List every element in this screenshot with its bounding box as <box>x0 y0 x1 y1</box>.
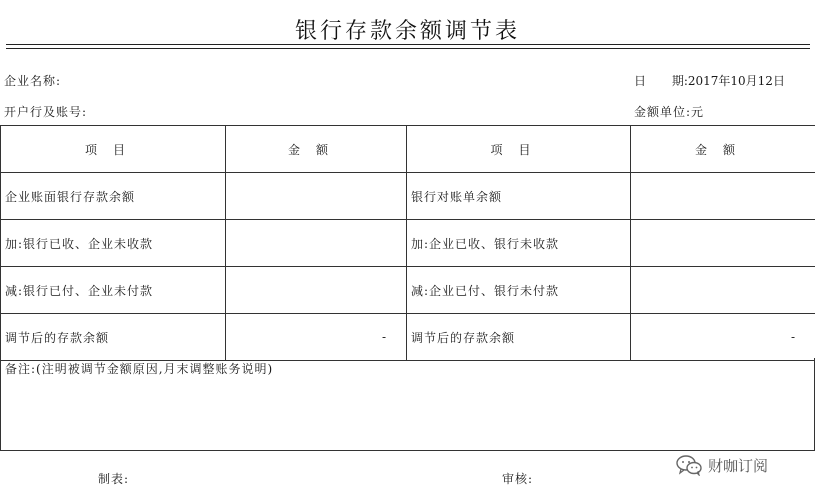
date-value: 2017年10月12日 <box>687 74 785 88</box>
table-row <box>1 314 815 361</box>
row-left-amount[interactable] <box>226 267 407 314</box>
header-item-right: 项目 <box>407 126 631 173</box>
header-amount-left: 金额 <box>226 126 407 173</box>
prepared-by-label: 制表: <box>98 472 130 486</box>
amount-unit-field <box>634 103 703 120</box>
row-right-label: 银行对账单余额 <box>407 173 631 220</box>
page-title: 银行存款余额调节表 <box>294 19 520 44</box>
row-right-label: 加:企业已收、银行未收款 <box>407 220 631 267</box>
header-amount-right: 金额 <box>631 126 815 173</box>
date-field <box>634 72 785 89</box>
row-left-amount[interactable] <box>226 220 407 267</box>
table-row <box>1 220 815 267</box>
reviewed-by-label: 审核: <box>502 472 534 486</box>
title-underline-secondary <box>6 48 810 49</box>
row-right-label: 减:企业已付、银行未付款 <box>407 267 631 314</box>
notes-box[interactable] <box>0 358 815 451</box>
row-right-label: 调节后的存款余额 <box>407 314 631 361</box>
row-left-label: 调节后的存款余额 <box>1 314 226 361</box>
row-right-amount[interactable] <box>631 220 815 267</box>
watermark-text: 财咖订阅 <box>708 456 769 475</box>
date-label: 日 期: <box>634 74 688 88</box>
amount-unit-value: 元 <box>691 105 704 119</box>
title-underline <box>6 44 810 45</box>
amount-unit-label: 金额单位: <box>634 105 692 119</box>
company-name-field <box>4 72 61 89</box>
row-right-amount[interactable] <box>631 267 815 314</box>
notes-text: 备注:(注明被调节金额原因,月末调整账务说明) <box>5 362 274 376</box>
table-header-row <box>1 126 815 173</box>
row-right-amount[interactable]: - <box>631 314 815 361</box>
table-row <box>1 173 815 220</box>
company-name-label: 企业名称: <box>4 74 62 88</box>
row-right-amount[interactable] <box>631 173 815 220</box>
reconciliation-table <box>0 125 815 361</box>
bank-account-label: 开户行及账号: <box>4 105 88 119</box>
header-item-left: 项目 <box>1 126 226 173</box>
watermark <box>676 454 768 476</box>
row-left-label: 减:银行已付、企业未付款 <box>1 267 226 314</box>
row-left-label: 企业账面银行存款余额 <box>1 173 226 220</box>
row-left-amount[interactable]: - <box>226 314 407 361</box>
bank-account-field <box>4 103 87 120</box>
row-left-label: 加:银行已收、企业未收款 <box>1 220 226 267</box>
row-left-amount[interactable] <box>226 173 407 220</box>
table-row <box>1 267 815 314</box>
wechat-icon <box>676 454 702 476</box>
